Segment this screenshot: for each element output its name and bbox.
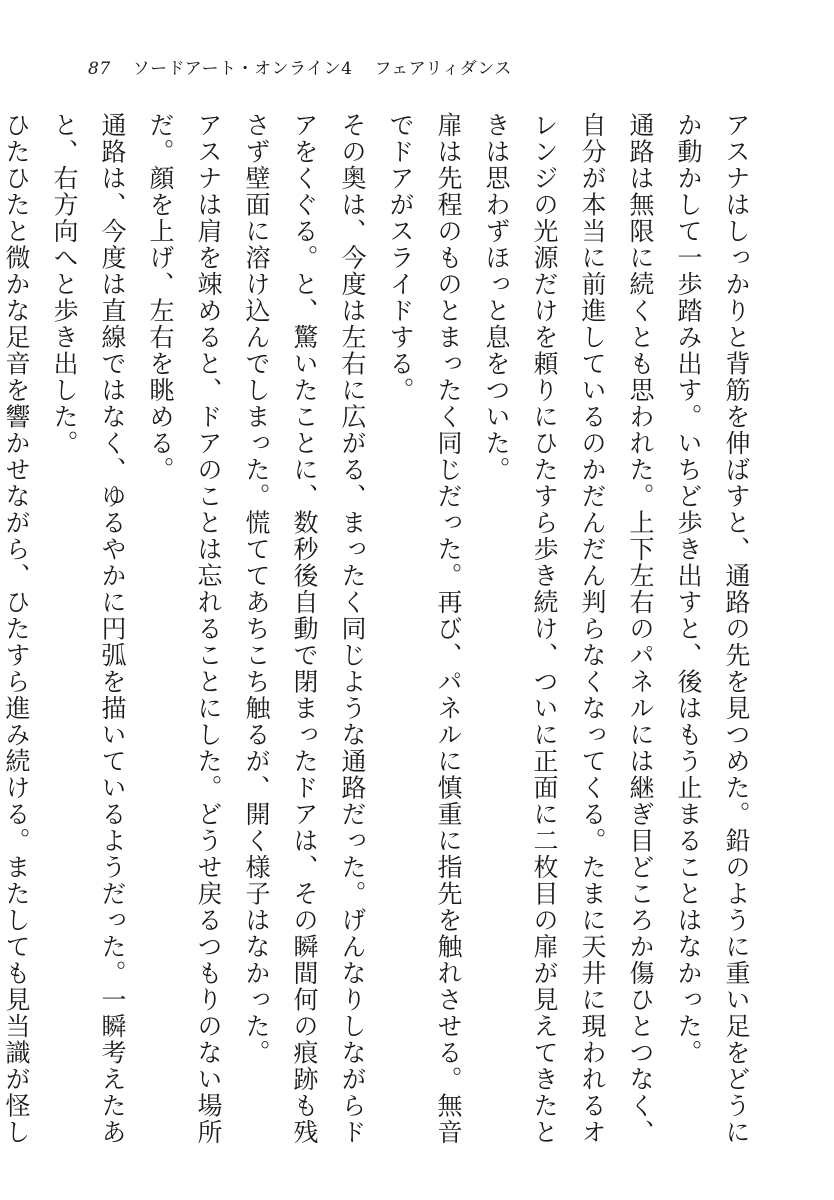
paragraph-5: アスナは肩を竦めると、ドアのことは忘れることにした。どうせ戻るつもりのない場所だ。顔を上げ、左右を眺める。 <box>146 112 223 1146</box>
paragraph-3: 扉は先程のものとまったく同じだった。再び、パネルに慎重に指先を触れさせる。無音でドアがスライドする。 <box>386 112 463 1146</box>
paragraph-4: その奥は、今度は左右に広がる、まったく同じような通路だった。げんなりしながらドアをくぐる。と、驚いたことに、数秒後自動で閉まったドアは、その瞬間何の痕跡も残さず壁面に溶け込んでしまった。慌ててあちこち触るが、開く様子はなかった。 <box>242 112 367 1146</box>
page-number: 87 <box>88 59 111 79</box>
paragraph-2: 通路は無限に続くとも思われた。上下左右のパネルには継ぎ目どころか傷ひとつなく、自分が本当に前進しているのかだんだん判らなくなってくる。たまに天井に現われるオレンジの光源だけを頼りにひたすら歩き続け、ついに正面に二枚目の扉が見えてきたときは思わずほっと息をついた。 <box>482 112 655 1146</box>
paragraph-6: 通路は、今度は直線ではなく、ゆるやかに円弧を描いているようだった。一瞬考えたあと、右方向へと歩き出した。 <box>50 112 127 1146</box>
paragraph-7: ひたひたと微かな足音を響かせながら、ひたすら進み続ける。またしても見当識が怪し <box>2 112 31 1146</box>
volume-subtitle: フェアリィダンス <box>374 59 512 79</box>
running-header <box>88 54 512 80</box>
paragraph-1: アスナはしっかりと背筋を伸ばすと、通路の先を見つめた。鉛のように重い足をどうにか動かして一歩踏み出す。いちど歩き出すと、後はもう止まることはなかった。 <box>674 112 751 1146</box>
book-title: ソードアート・オンライン4 <box>132 59 353 79</box>
body-text <box>2 112 760 1157</box>
